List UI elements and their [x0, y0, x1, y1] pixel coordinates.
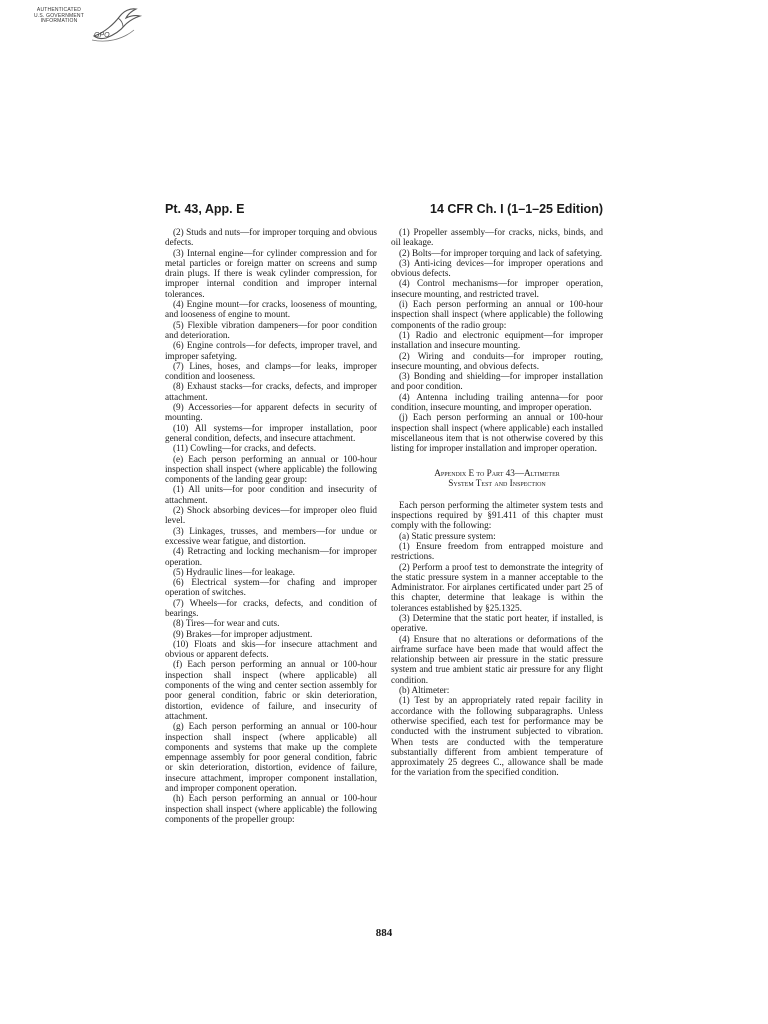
- paragraph: (3) Internal engine—for cylinder compression and for metal particles or foreign matter on screens and sump drain plugs. If there is weak cylinder compression, for improper internal condition and improper internal tolerances.: [165, 247, 377, 299]
- paragraph: (6) Engine controls—for defects, improper travel, and improper safetying.: [165, 340, 377, 361]
- appendix-heading: [391, 468, 603, 489]
- running-head: [165, 202, 603, 218]
- appendix-heading-line: System Test and Inspection: [448, 478, 546, 489]
- paragraph: (6) Electrical system—for chafing and improper operation of switches.: [165, 577, 377, 598]
- left-column: [165, 227, 377, 824]
- paragraph: (10) Floats and skis—for insecure attachment and obvious or apparent defects.: [165, 638, 377, 660]
- paragraph: (7) Lines, hoses, and clamps—for leaks, improper condition and looseness.: [165, 360, 377, 382]
- paragraph: (b) Altimeter:: [399, 685, 450, 696]
- paragraph: (1) Ensure freedom from entrapped moisture and restrictions.: [391, 540, 603, 562]
- paragraph: (4) Ensure that no alterations or deformations of the airframe surface have been made that would affect the relationship between air pressure in the static pressure system and true ambient static air pressure for any flight condition.: [391, 633, 603, 685]
- paragraph: (3) Anti-icing devices—for improper operations and obvious defects.: [391, 257, 603, 279]
- gpo-label: GPO: [94, 32, 110, 39]
- paragraph: (5) Hydraulic lines—for leakage.: [173, 566, 295, 577]
- paragraph: (a) Static pressure system:: [399, 530, 496, 541]
- part-reference: Pt. 43, App. E: [165, 202, 245, 216]
- paragraph: (j) Each person performing an annual or 100-hour inspection shall inspect (where applicable) each installed miscellaneous item that is not otherwise covered by this listing for improper installation and improper operation.: [391, 412, 603, 454]
- paragraph: (2) Wiring and conduits—for improper routing, insecure mounting, and obvious defects.: [391, 350, 603, 371]
- paragraph: (h) Each person performing an annual or 100-hour inspection shall inspect (where applicable) the following components of the propeller group:: [165, 793, 377, 824]
- paragraph: (g) Each person performing an annual or 100-hour inspection shall inspect (where applicable) all components and systems that make up the complete empennage assembly for poor general condition, fabric or skin deterioration, distortion, evidence of failure, insecure attachment, improper component installation, and improper component operation.: [165, 721, 377, 794]
- paragraph: (8) Tires—for wear and cuts.: [173, 618, 280, 629]
- paragraph: (7) Wheels—for cracks, defects, and condition of bearings.: [165, 597, 377, 618]
- paragraph: (4) Retracting and locking mechanism—for improper operation.: [165, 546, 377, 567]
- paragraph: (10) All systems—for improper installation, poor general condition, defects, and insecure attachment.: [165, 422, 377, 443]
- page-number: 884: [375, 927, 393, 939]
- gpo-authentication-text: AUTHENTICATED U.S. GOVERNMENT INFORMATION: [34, 7, 84, 25]
- paragraph: (4) Engine mount—for cracks, looseness of mounting, and looseness of engine to mount.: [165, 299, 377, 320]
- paragraph: (2) Bolts—for improper torquing and lack of safetying.: [399, 247, 603, 258]
- paragraph: (e) Each person performing an annual or 100-hour inspection shall inspect (where applicable) the following components of the landing gear group:: [165, 453, 377, 485]
- paragraph: (2) Studs and nuts—for improper torquing and obvious defects.: [165, 227, 377, 248]
- paragraph: (4) Antenna including trailing antenna—for poor condition, insecure mounting, and improper operation.: [391, 391, 603, 413]
- paragraph: (1) Test by an appropriately rated repair facility in accordance with the following subparagraphs. Unless otherwise specified, each test for performance may be conducted with the instrument subjected to vibration. When tests are conducted with the temperature substantially different from ambient temperature of approximately 25 degrees C., allowance shall be made for the variation from the specified condition.: [391, 695, 603, 778]
- paragraph: (5) Flexible vibration dampeners—for poor condition and deterioration.: [165, 319, 377, 340]
- paragraph: (9) Brakes—for improper adjustment.: [173, 628, 313, 639]
- paragraph: (11) Cowling—for cracks, and defects.: [173, 443, 317, 454]
- paragraph: (1) Propeller assembly—for cracks, nicks, binds, and oil leakage.: [391, 227, 603, 248]
- paragraph: (2) Perform a proof test to demonstrate the integrity of the static pressure system in a manner acceptable to the Administrator. For airplanes certificated under part 25 of this chapter, determine that leakage is within the tolerances established by §25.1325.: [391, 561, 603, 613]
- paragraph: (3) Bonding and shielding—for improper installation and poor condition.: [391, 371, 603, 392]
- paragraph: (1) All units—for poor condition and insecurity of attachment.: [165, 484, 377, 505]
- appendix-heading-line: Appendix E to Part 43—Altimeter: [434, 467, 560, 478]
- paragraph: (3) Determine that the static port heater, if installed, is operative.: [391, 612, 603, 634]
- paragraph: (9) Accessories—for apparent defects in security of mounting.: [165, 402, 377, 423]
- paragraph: (f) Each person performing an annual or 100-hour inspection shall inspect (where applicable) all components of the wing and center section assembly for poor general condition, fabric or skin deterioration, distortion, evidence of failure, and insecurity of attachment.: [165, 659, 377, 721]
- gpo-authentication-mark: [28, 6, 148, 50]
- paragraph: (4) Control mechanisms—for improper operation, insecure mounting, and restricted travel.: [391, 278, 603, 299]
- cfr-edition: 14 CFR Ch. I (1–1–25 Edition): [430, 202, 603, 216]
- eagle-logo-icon: [88, 6, 144, 46]
- paragraph: Each person performing the altimeter system tests and inspections required by §91.411 of this chapter must comply with the following:: [391, 499, 603, 531]
- paragraph: (i) Each person performing an annual or 100-hour inspection shall inspect (where applicable) the following components of the radio group:: [391, 299, 603, 330]
- paragraph: (8) Exhaust stacks—for cracks, defects, and improper attachment.: [165, 381, 377, 402]
- paragraph: (1) Radio and electronic equipment—for improper installation and insecure mounting.: [391, 329, 603, 351]
- right-column: [391, 227, 603, 778]
- paragraph: (2) Shock absorbing devices—for improper oleo fluid level.: [165, 505, 377, 526]
- paragraph: (3) Linkages, trusses, and members—for undue or excessive wear fatigue, and distortion.: [165, 525, 377, 546]
